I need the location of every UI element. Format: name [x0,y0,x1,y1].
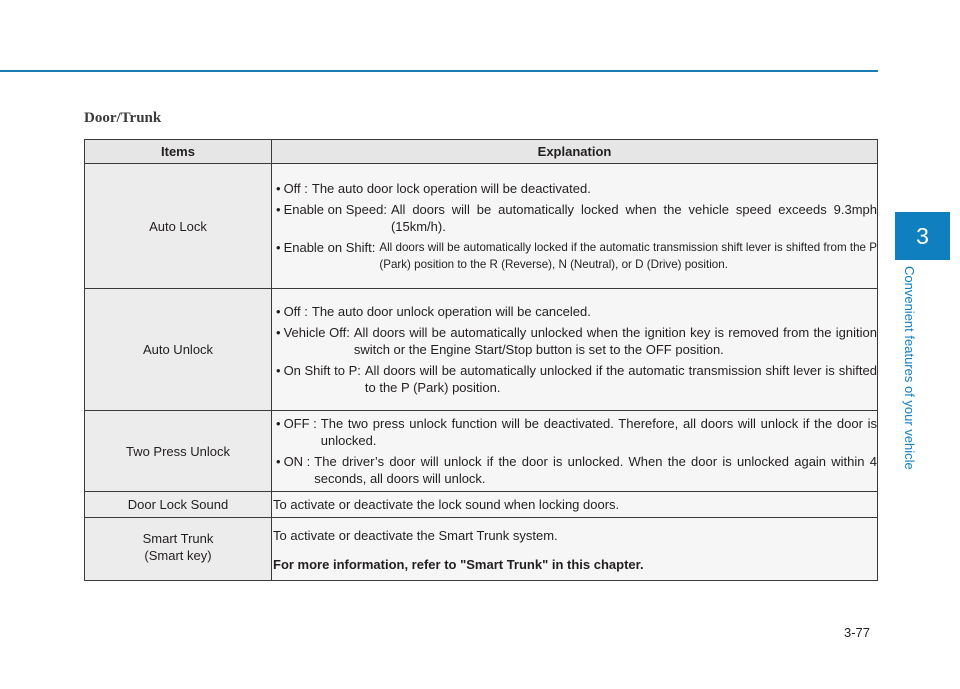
item-label: Smart Trunk [142,531,214,546]
bullet: • OFF : The two press unlock function will be deactivated. Therefore, all doors will unlock if the door is unlocked. [276,416,877,448]
explanation-door-lock-sound [272,492,878,518]
explanation-auto-lock [272,164,878,289]
item-smart-trunk [85,518,272,581]
item-door-lock-sound: Door Lock Sound [85,492,272,518]
section-title: Door/Trunk [84,110,162,126]
item-sublabel: (Smart key) [144,548,212,563]
header-explanation: Explanation [272,140,878,164]
bullet: • ON : The driver’s door will unlock if the door is unlocked. When the door is unlocked again within 4 seconds, all doors will unlock. [276,454,877,486]
bullet: • Off : The auto door unlock operation will be canceled. [276,304,591,319]
table-row [85,492,878,518]
chapter-tab: 3 [895,212,950,260]
table-row [85,289,878,411]
explanation-smart-trunk [272,518,878,581]
page-number: 3-77 [844,625,871,640]
header-rule [0,70,878,72]
bullet: • Enable on Shift: All doors will be automatically locked if the automatic transmission shift lever is shifted from the P (Park) position to the R (Reverse), N (Neutral), or D (Drive) position. [276,239,877,271]
door-trunk-table [84,139,878,581]
table-row [85,164,878,289]
item-two-press-unlock: Two Press Unlock [85,411,272,492]
header-items: Items [85,140,272,164]
item-auto-lock: Auto Lock [85,164,272,289]
reference-note: For more information, refer to "Smart Trunk" in this chapter. [273,557,644,572]
bullet: • Off : The auto door lock operation will be deactivated. [276,180,591,196]
item-auto-unlock: Auto Unlock [85,289,272,411]
explanation-text: To activate or deactivate the Smart Trunk system. [273,528,558,543]
explanation-auto-unlock [272,289,878,411]
table-header-row [85,140,878,164]
bullet: • Enable on Speed: All doors will be automatically locked when the vehicle speed exceeds 9.3mph (15km/h). [276,201,877,234]
chapter-title: Convenient features of your vehicle [902,266,917,470]
bullet: • Vehicle Off: All doors will be automatically unlocked when the ignition key is removed from the ignition switch or the Engine Start/Stop button is set to the OFF position. [276,325,877,357]
table-row [85,411,878,492]
explanation-two-press-unlock [272,411,878,492]
bullet: • On Shift to P: All doors will be automatically unlocked if the automatic transmission shift lever is shifted to the P (Park) position. [276,363,877,395]
explanation-text: To activate or deactivate the lock sound when locking doors. [273,497,620,512]
table-row [85,518,878,581]
